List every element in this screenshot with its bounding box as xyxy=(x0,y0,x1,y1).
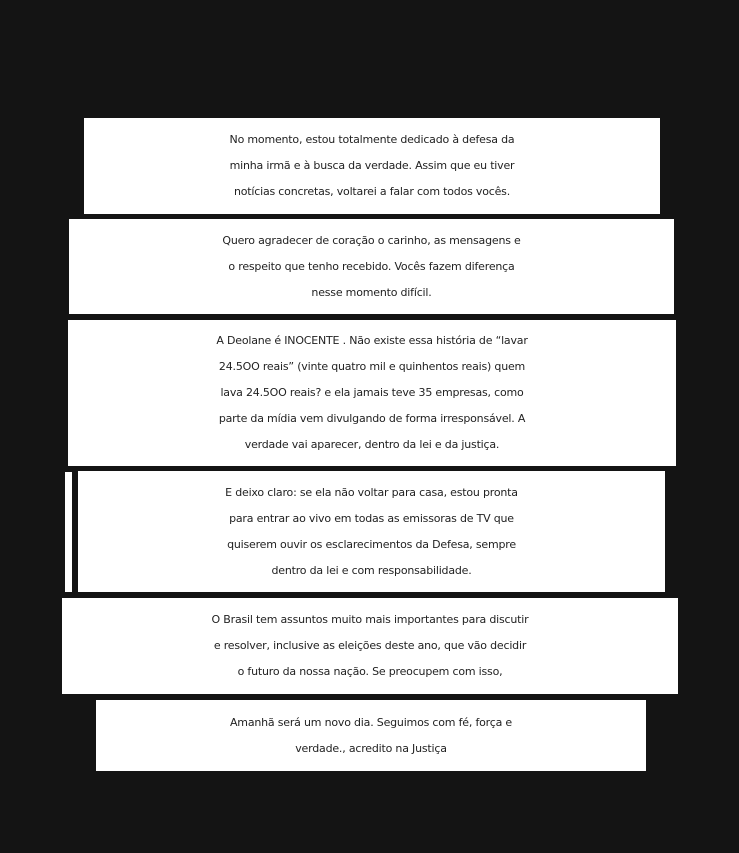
text-line: quiserem ouvir os esclarecimentos da Defesa, sempre xyxy=(227,537,516,551)
text-block-1 xyxy=(84,118,660,214)
text-line: No momento, estou totalmente dedicado à defesa da xyxy=(229,133,515,146)
text-block-5 xyxy=(62,598,678,694)
text-line: verdade vai aparecer, dentro da lei e da justiça. xyxy=(244,438,500,451)
text-line: dentro da lei e com responsabilidade. xyxy=(271,563,472,577)
text-block-2 xyxy=(69,219,674,314)
text-line: notícias concretas, voltarei a falar com todos vocês. xyxy=(233,185,511,198)
text-line: A Deolane é INOCENTE . Não existe essa história de “lavar xyxy=(216,334,528,347)
text-line: nesse momento difícil. xyxy=(311,285,432,299)
text-line: 24.5OO reais” (vinte quatro mil e quinhentos reais) quem xyxy=(218,360,526,373)
text-line: Quero agradecer de coração o carinho, as mensagens e xyxy=(222,233,521,247)
text-line: lava 24.5OO reais? e ela jamais teve 35 empresas, como xyxy=(220,386,524,399)
text-line: o futuro da nossa nação. Se preocupem com isso, xyxy=(237,665,503,678)
text-line: para entrar ao vivo em todas as emissoras de TV que xyxy=(229,511,514,525)
text-block-4 xyxy=(78,471,665,592)
text-line: E deixo claro: se ela não voltar para casa, estou pronta xyxy=(225,485,518,499)
decorative-bar xyxy=(65,472,72,592)
text-block-6 xyxy=(96,700,646,771)
text-line: O Brasil tem assuntos muito mais importantes para discutir xyxy=(211,613,529,626)
text-line: parte da mídia vem divulgando de forma irresponsável. A xyxy=(218,412,526,425)
text-line: verdade., acredito na Justiça xyxy=(295,741,447,755)
text-line: e resolver, inclusive as eleições deste ano, que vão decidir xyxy=(213,639,527,652)
text-block-3 xyxy=(68,320,676,466)
text-line: o respeito que tenho recebido. Vocês fazem diferença xyxy=(228,259,515,273)
text-line: Amanhã será um novo dia. Seguimos com fé, força e xyxy=(229,715,512,729)
text-line: minha irmã e à busca da verdade. Assim que eu tiver xyxy=(229,159,515,172)
